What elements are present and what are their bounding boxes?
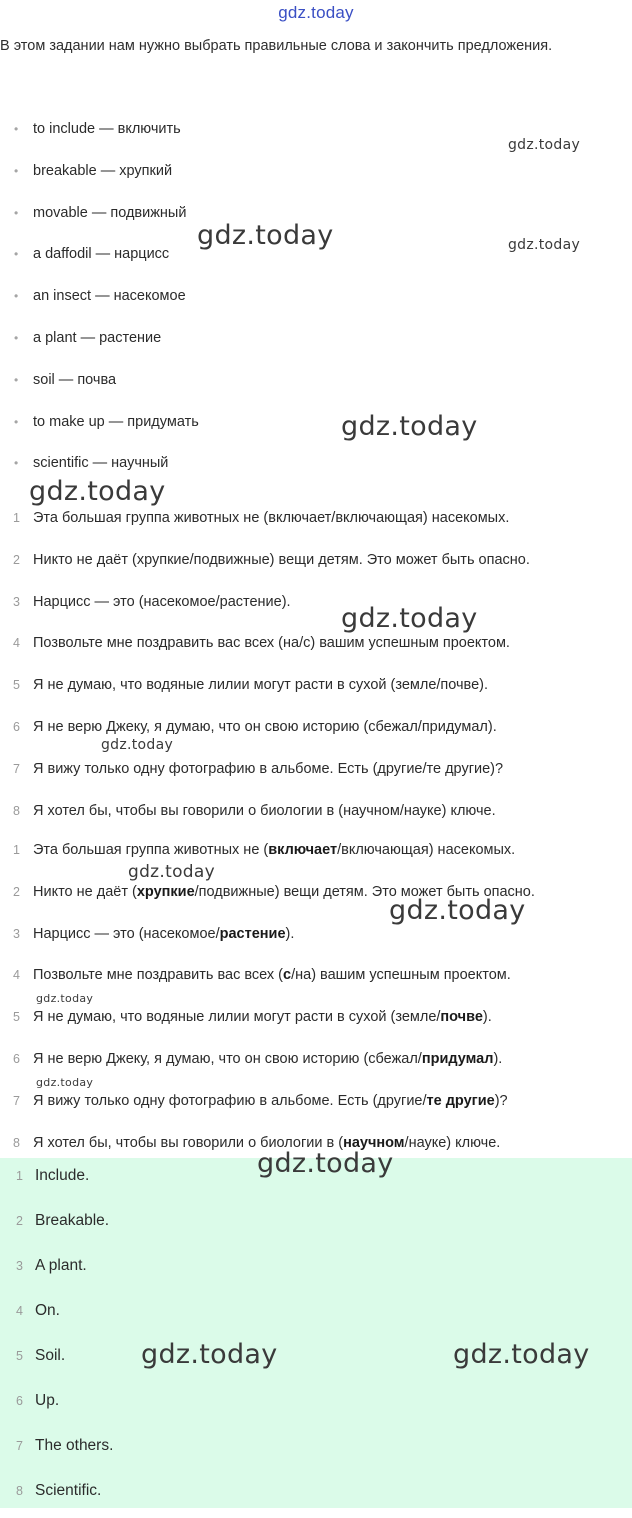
solved-item (0, 1080, 632, 1122)
sentence-item (0, 706, 632, 748)
vocabulary-list (0, 108, 632, 484)
site-logo-header[interactable]: gdz.today (278, 3, 354, 22)
bullet-icon: • (14, 122, 19, 136)
item-number: 7 (16, 1439, 23, 1453)
answer-list (2, 1158, 632, 1518)
watermark: gdz.today (36, 1076, 94, 1089)
sentence-item (0, 748, 632, 790)
text-after: /науке) ключе. (404, 1134, 501, 1151)
vocab-text: a plant — растение (33, 329, 162, 346)
answer-text: Breakable. (35, 1212, 110, 1229)
vocab-item (0, 401, 632, 443)
chosen-word: научном (343, 1134, 405, 1151)
vocab-text: breakable — хрупкий (33, 162, 173, 179)
chosen-word: включает (268, 842, 338, 858)
text-before: Я не думаю, что водяные лилии могут расти в сухой (земле/ (33, 1009, 441, 1026)
vocab-text: soil — почва (33, 371, 117, 388)
answers-panel (0, 1158, 632, 1508)
text-before: Позвольте мне поздравить вас всех ( (33, 967, 284, 984)
watermark: gdz.today (508, 137, 581, 153)
text-before: Никто не даёт ( (33, 883, 137, 900)
solved-item (0, 1038, 632, 1080)
answer-item (2, 1473, 632, 1518)
item-number: 3 (13, 926, 20, 941)
chosen-word: почве (440, 1009, 483, 1026)
vocab-text: movable — подвижный (33, 204, 187, 221)
vocab-item (0, 275, 632, 317)
bullet-icon: • (14, 330, 19, 345)
bullet-icon: • (14, 247, 19, 262)
text-after: /на) вашим успешным проектом. (291, 967, 511, 984)
sentence-text: Эта большая группа животных не (включает/включающая) насекомых. (33, 510, 510, 526)
item-number: 4 (13, 968, 20, 983)
answer-text: Soil. (35, 1347, 66, 1364)
solved-item (0, 996, 632, 1038)
vocab-item (0, 317, 632, 359)
item-number: 8 (13, 1135, 20, 1150)
text-before: Я не верю Джеку, я думаю, что он свою историю (сбежал/ (33, 1050, 422, 1067)
answer-item (2, 1203, 632, 1248)
item-number: 6 (13, 719, 20, 734)
sentence-text: Я не верю Джеку, я думаю, что он свою историю (сбежал/придумал). (33, 718, 497, 735)
watermark: gdz.today (101, 737, 174, 753)
answer-item (2, 1293, 632, 1338)
watermark: gdz.today (341, 411, 478, 442)
text-before: Нарцисс — это (насекомое/ (33, 925, 220, 942)
chosen-word: с (283, 967, 292, 984)
solved-item (0, 829, 632, 871)
vocab-item (0, 150, 632, 192)
text-after: /включающая) насекомых. (337, 842, 516, 858)
sentence-item (0, 539, 632, 581)
text-after: ). (482, 1009, 492, 1026)
vocab-text: scientific — научный (33, 455, 169, 472)
answer-text: Up. (35, 1392, 60, 1409)
sentence-text: Позвольте мне поздравить вас всех (на/с) вашим успешным проектом. (33, 635, 510, 652)
answer-text: Scientific. (35, 1482, 102, 1499)
item-number: 2 (13, 552, 20, 567)
sentence-item (0, 622, 632, 664)
item-number: 6 (13, 1051, 20, 1066)
vocab-text: to include — включить (33, 121, 181, 137)
sentence-item (0, 790, 632, 832)
item-number: 3 (16, 1259, 23, 1273)
chosen-word: растение (219, 925, 286, 942)
sentence-text: Нарцисс — это (насекомое/растение). (33, 593, 291, 610)
sentence-text: Никто не даёт (хрупкие/подвижные) вещи детям. Это может быть опасно. (33, 551, 530, 568)
sentence-text: Я хотел бы, чтобы вы говорили о биологии в (научном/науке) ключе. (33, 802, 496, 819)
item-number: 5 (16, 1349, 23, 1363)
answer-text: Include. (35, 1167, 90, 1184)
watermark: gdz.today (197, 220, 334, 251)
vocab-text: an insect — насекомое (33, 288, 186, 305)
watermark: gdz.today (29, 476, 166, 507)
item-number: 4 (13, 636, 20, 651)
item-number: 6 (16, 1394, 23, 1408)
item-number: 7 (13, 1093, 20, 1108)
item-number: 5 (13, 678, 20, 693)
text-after: /подвижные) вещи детям. Это может быть опасно. (194, 883, 535, 900)
bullet-icon: • (14, 163, 19, 178)
solved-item (0, 954, 632, 996)
item-number: 7 (13, 761, 20, 776)
watermark: gdz.today (508, 237, 581, 253)
task-intro: В этом задании нам нужно выбрать правильные слова и закончить предложения. (0, 38, 553, 54)
bullet-icon: • (14, 205, 19, 220)
sentence-text: Я не думаю, что водяные лилии могут расти в сухой (земле/почве). (33, 677, 489, 694)
text-after: ). (285, 925, 295, 942)
sentence-text: Я вижу только одну фотографию в альбоме. Есть (другие/те другие)? (33, 760, 504, 777)
answer-item (2, 1248, 632, 1293)
solved-item (0, 871, 632, 913)
answer-item (2, 1428, 632, 1473)
vocab-text: a daffodil — нарцисс (33, 246, 170, 263)
text-before: Я хотел бы, чтобы вы говорили о биологии в ( (33, 1134, 344, 1151)
bullet-icon: • (14, 289, 19, 304)
item-number: 3 (13, 594, 20, 609)
item-number: 1 (13, 843, 20, 857)
chosen-word: хрупкие (136, 883, 195, 900)
watermark: gdz.today (389, 895, 526, 926)
item-number: 8 (16, 1484, 23, 1498)
item-number: 2 (16, 1214, 23, 1228)
watermark: gdz.today (341, 603, 478, 634)
item-number: 1 (13, 511, 20, 525)
watermark: gdz.today (128, 862, 215, 882)
item-number: 2 (13, 884, 20, 899)
solved-item (0, 913, 632, 955)
sentence-item (0, 581, 632, 623)
text-before: Эта большая группа животных не ( (33, 842, 269, 858)
item-number: 5 (13, 1010, 20, 1025)
text-after: )? (494, 1092, 508, 1109)
text-before: Я вижу только одну фотографию в альбоме. Есть (другие/ (33, 1092, 427, 1109)
text-after: ). (493, 1050, 503, 1067)
watermark: gdz.today (36, 992, 94, 1005)
sentence-item (0, 664, 632, 706)
bullet-icon: • (14, 456, 19, 471)
bullet-icon: • (14, 372, 19, 387)
answer-item (2, 1383, 632, 1428)
item-number: 4 (16, 1304, 23, 1318)
bullet-icon: • (14, 414, 19, 429)
item-number: 1 (16, 1169, 23, 1183)
sentence-list (0, 497, 632, 831)
chosen-word: придумал (421, 1050, 494, 1067)
vocab-item (0, 359, 632, 401)
watermark: gdz.today (141, 1339, 278, 1370)
answer-text: On. (35, 1302, 60, 1319)
chosen-word: те другие (426, 1092, 495, 1109)
watermark: gdz.today (453, 1339, 590, 1370)
solved-sentence-list (0, 829, 632, 1163)
vocab-text: to make up — придумать (33, 413, 199, 430)
item-number: 8 (13, 803, 20, 818)
watermark: gdz.today (257, 1148, 394, 1179)
answer-text: The others. (35, 1437, 114, 1454)
answer-text: A plant. (35, 1257, 87, 1274)
